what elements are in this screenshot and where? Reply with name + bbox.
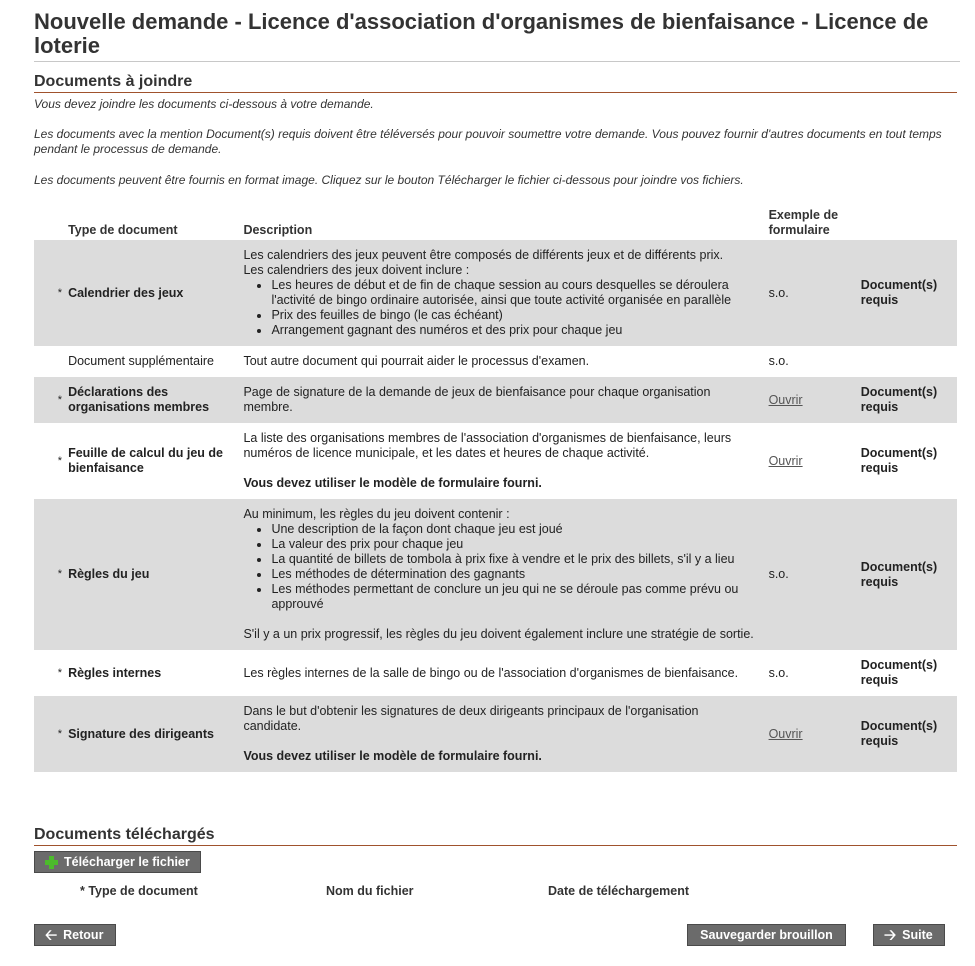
header-type: Type de document [68,223,178,237]
list-item: • La quantité de billets de tombola à prix fixe à vendre et le prix des billets, s'il y a lieu [271,552,756,567]
required-status: Document(s) requis [860,658,938,687]
save-draft-button[interactable] [687,924,846,946]
next-label: Suite [902,928,933,942]
table-row [34,696,957,772]
save-draft-label: Sauvegarder brouillon [700,928,833,942]
table-row [34,377,957,423]
upload-file-label: Télécharger le fichier [64,855,190,869]
required-marker: * [34,377,64,423]
page-title: Nouvelle demande - Licence d'association d'organismes de bienfaisance - Licence de loterie [34,9,929,58]
back-label: Retour [63,928,104,942]
required-marker: * [57,666,63,679]
description-list [243,278,756,338]
header-example: Exemple de formulaire [768,208,839,237]
document-type: Document supplémentaire [68,354,214,368]
example-value: s.o. [768,354,789,368]
document-description [237,696,762,772]
document-description [237,499,762,650]
description-line: S'il y a un prix progressif, les règles du jeu doivent également inclure une stratégie de sortie. [243,627,754,641]
required-status: Document(s) requis [855,499,957,650]
open-form-link[interactable]: Ouvrir [768,392,803,407]
list-item: • La valeur des prix pour chaque jeu [271,537,756,552]
document-description: Tout autre document qui pourrait aider le processus d'examen. [243,354,590,368]
plus-icon [45,856,58,869]
document-type: Feuille de calcul du jeu de bienfaisance [68,446,223,475]
template-required-note: Vous devez utiliser le modèle de formulaire fourni. [243,476,542,490]
list-item: • Les heures de début et de fin de chaque session au cours desquelles se déroulera l'activité de bingo ordinaire autorisée, ainsi que toute activité organisée en parallèle [271,278,756,308]
description-list [243,522,756,612]
description-line: Les calendriers des jeux peuvent être composés de différents jeux et de différents prix. [243,248,724,262]
open-form-link[interactable]: Ouvrir [768,726,803,741]
required-status: Document(s) requis [855,377,957,423]
description-line: Dans le but d'obtenir les signatures de deux dirigeants principaux de l'organisation candidate. [243,704,699,733]
document-type: Calendrier des jeux [64,240,237,346]
table-row [34,650,957,696]
example-value: s.o. [763,240,855,346]
uploaded-section-divider [34,845,957,846]
document-type: Signature des dirigeants [64,696,237,772]
uploaded-section-title: Documents téléchargés [34,826,215,843]
document-type: Déclarations des organisations membres [64,377,237,423]
required-marker: * [34,240,64,346]
description-line: Au minimum, les règles du jeu doivent contenir : [243,507,510,521]
documents-section-title: Documents à joindre [34,73,193,90]
example-value: s.o. [768,665,789,680]
table-row [34,499,957,650]
list-item: • Une description de la façon dont chaque jeu est joué [271,522,756,537]
list-item: • Les méthodes permettant de conclure un jeu qui ne se déroule pas comme prévu ou approuvé [271,582,756,612]
document-description: Page de signature de la demande de jeux de bienfaisance pour chaque organisation membre. [237,377,762,423]
column-header-date: Date de téléchargement [548,884,690,898]
document-type: Règles internes [68,665,162,680]
document-description [237,423,762,499]
list-item: • Arrangement gagnant des numéros et des prix pour chaque jeu [271,323,756,338]
next-button[interactable] [873,924,945,946]
intro-text-2: Les documents avec la mention Document(s) requis doivent être téléversés pour pouvoir soumettre votre demande. Vous pouvez fournir d'autres documents en tout temps pendant le processus de demande. [34,127,942,156]
required-marker: * [57,454,63,467]
required-status: Document(s) requis [855,240,957,346]
description-line: La liste des organisations membres de l'association d'organismes de bienfaisance, leurs numéros de licence municipale, et les dates et heures de chaque activité. [243,431,732,460]
documents-table [34,206,957,772]
table-row [34,346,957,377]
intro-text-3: Les documents peuvent être fournis en format image. Cliquez sur le bouton Télécharger le fichier ci-dessous pour joindre vos fichiers. [34,173,744,187]
table-row [34,423,957,499]
column-header-type: * Type de document [80,884,198,898]
example-value: s.o. [763,499,855,650]
table-header-row [34,206,957,240]
required-marker: * [34,696,64,772]
table-row [34,240,957,346]
arrow-right-icon: 🡢 [884,926,897,944]
title-divider [34,61,960,62]
required-status: Document(s) requis [860,446,938,475]
required-marker: * [34,499,64,650]
back-button[interactable] [34,924,116,946]
document-description: Les règles internes de la salle de bingo ou de l'association d'organismes de bienfaisance. [243,665,739,680]
open-form-link[interactable]: Ouvrir [768,453,803,468]
document-description [237,240,762,346]
template-required-note: Vous devez utiliser le modèle de formulaire fourni. [243,749,542,763]
arrow-left-icon: 🡠 [45,926,58,944]
column-header-filename: Nom du fichier [326,884,414,898]
list-item: • Prix des feuilles de bingo (le cas échéant) [271,308,756,323]
intro-text-1: Vous devez joindre les documents ci-dessous à votre demande. [34,97,374,111]
required-status [855,346,957,377]
documents-section-divider [34,92,957,93]
document-type: Règles du jeu [64,499,237,650]
required-status: Document(s) requis [855,696,957,772]
upload-file-button[interactable] [34,851,201,873]
description-line: Les calendriers des jeux doivent inclure : [243,263,470,277]
header-description: Description [243,223,313,237]
list-item: • Les méthodes de détermination des gagnants [271,567,756,582]
